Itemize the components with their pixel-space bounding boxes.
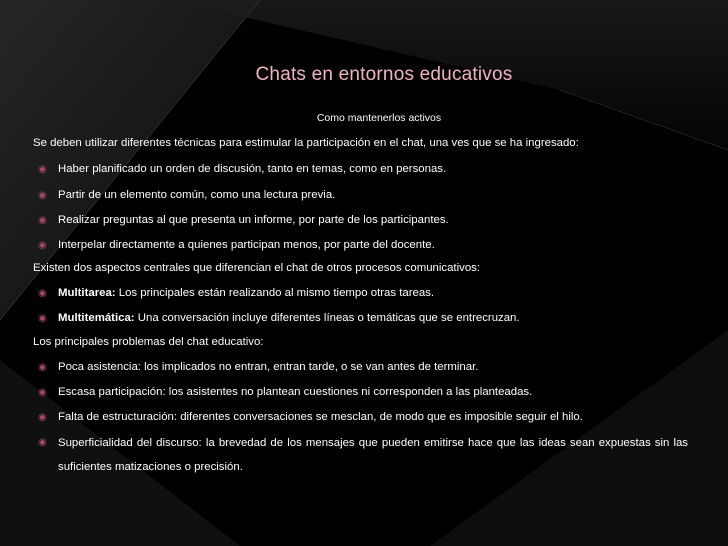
list-item: ◉ Multitemática: Una conversación incluye diferentes líneas o temáticas que se entrecruzan. — [38, 312, 520, 324]
slide-subtitle: Como mantenerlos activos — [316, 112, 442, 124]
circled-dot-bullet-icon: ◉ — [38, 240, 47, 251]
circled-dot-bullet-icon: ◉ — [38, 313, 47, 324]
circled-dot-bullet-icon: ◉ — [38, 387, 47, 398]
list-item: ◉ Poca asistencia: los implicados no entran, entran tarde, o se van antes de terminar. — [38, 361, 479, 373]
circled-dot-bullet-icon: ◉ — [38, 164, 47, 175]
slide-title: Chats en entornos educativos — [255, 64, 513, 85]
circled-dot-bullet-icon: ◉ — [38, 412, 47, 423]
circled-dot-bullet-icon: ◉ — [38, 362, 47, 373]
term-label: Multitarea: — [58, 287, 116, 299]
list-item: ◉ Haber planificado un orden de discusión, tanto en temas, como en personas. — [38, 163, 447, 175]
list-item: ◉ Realizar preguntas al que presenta un informe, por parte de los participantes. — [38, 214, 449, 226]
list-item: ◉ Interpelar directamente a quienes participan menos, por parte del docente. — [38, 239, 435, 251]
list-item: ◉ Multitarea: Los principales están realizando al mismo tiempo otras tareas. — [38, 287, 435, 299]
intro-paragraph-1: Se deben utilizar diferentes técnicas para estimular la participación en el chat, una ves que se ha ingresado: — [33, 137, 579, 149]
list-item: ◉ Escasa participación: los asistentes no plantean cuestiones ni corresponden a las planteadas. — [38, 386, 533, 398]
circled-dot-bullet-icon: ◉ — [38, 190, 47, 201]
term-label: Multitemática: — [58, 312, 135, 324]
intro-paragraph-3: Los principales problemas del chat educativo: — [33, 336, 264, 348]
list-item: ◉ Superficialidad del discurso: la brevedad de los mensajes que pueden emitirse hace que las ideas sean expuestas sin las suficientes matizaciones o precisión. — [38, 437, 688, 473]
circled-dot-bullet-icon: ◉ — [38, 288, 47, 299]
list-item: ◉ Partir de un elemento común, como una lectura previa. — [38, 189, 336, 201]
intro-paragraph-2: Existen dos aspectos centrales que diferencian el chat de otros procesos comunicativos: — [33, 262, 481, 274]
list-item: ◉ Falta de estructuración: diferentes conversaciones se mesclan, de modo que es imposible seguir el hilo. — [38, 411, 583, 423]
circled-dot-bullet-icon: ◉ — [38, 215, 47, 226]
circled-dot-bullet-icon: ◉ — [38, 437, 47, 448]
